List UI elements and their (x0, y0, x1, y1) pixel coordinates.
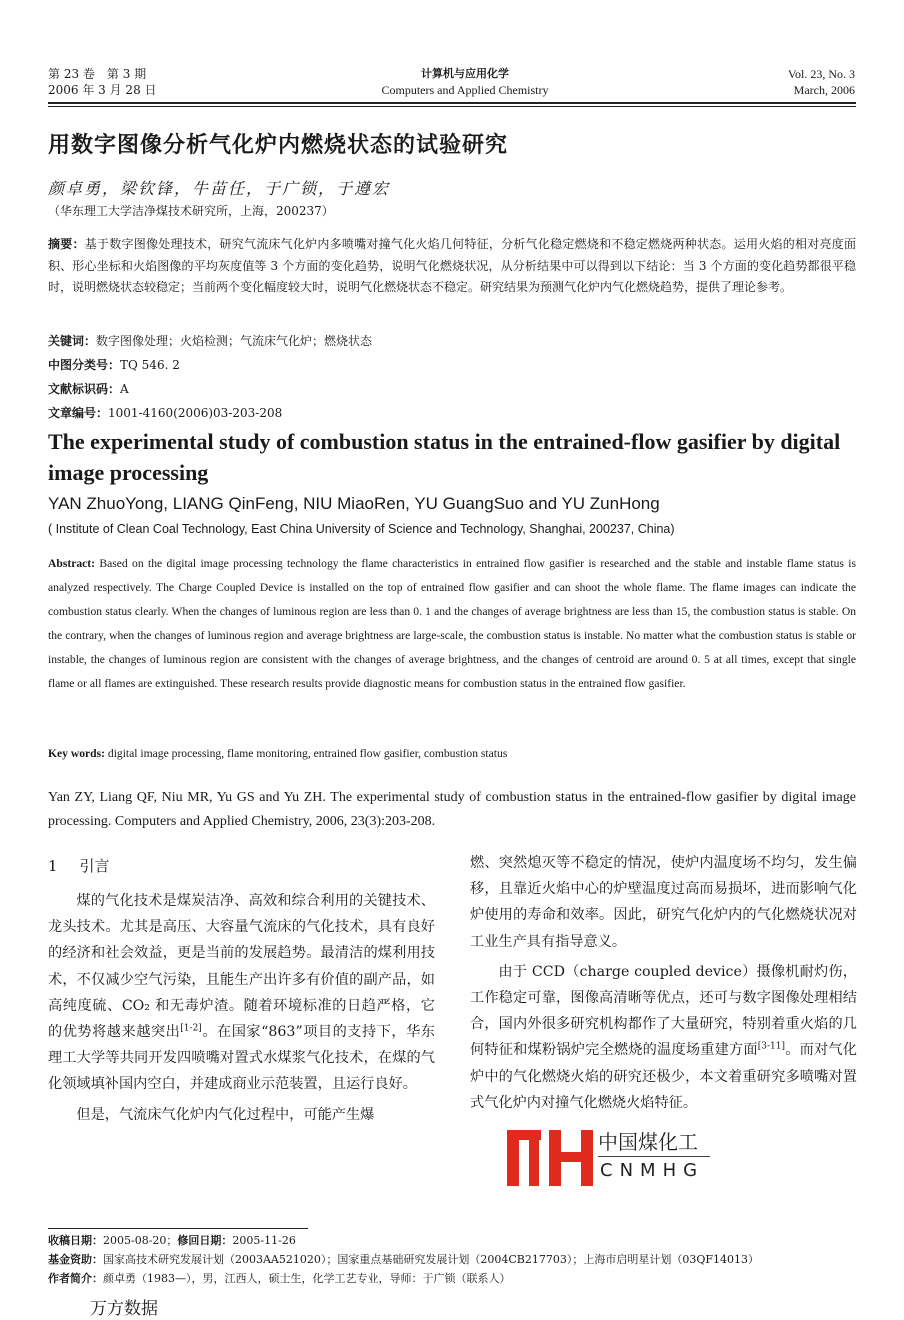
clc-label: 中图分类号： (48, 358, 121, 372)
volume-en: Vol. 23, No. 3 (787, 67, 855, 81)
fund-label: 基金资助： (48, 1253, 103, 1266)
paragraph-text: 燃、突然熄灭等不稳定的情况，使炉内温度场不均匀，发生偏移，且靠近火焰中心的炉壁温度过高而易损坏，进而影响气化炉使用的寿命和效率。因此，研究气化炉内的气化燃烧状况对工业生产具有指导意义。 (470, 855, 857, 950)
affiliation-cn: （华东理工大学洁净煤技术研究所，上海，200237） (48, 204, 334, 218)
keywords-en (48, 747, 856, 760)
paragraph-text-cont: 。在国家“863”项目的支持下，华东理工大学等共同开发四喷嘴对置式水煤浆气化技术，在煤的气化领域填补国内空白，并建成商业示范装置，且运行良好。 (48, 1024, 435, 1093)
journal-issue-en (700, 66, 855, 98)
paragraph (48, 1102, 435, 1128)
abstract-cn (48, 234, 856, 299)
article-number (48, 405, 282, 421)
revised-label: 修回日期： (177, 1234, 233, 1247)
reference-mark: [1-2] (180, 1023, 202, 1034)
keywords-en-label: Key words: (48, 747, 105, 760)
paragraph (470, 850, 857, 955)
journal-name-en: Computers and Applied Chemistry (381, 83, 549, 97)
issue-volume: 第 23 卷 第 3 期 (48, 67, 147, 81)
document-code (48, 381, 129, 397)
abstract-en (48, 552, 856, 697)
section-title: 引言 (79, 857, 110, 875)
keywords-cn (48, 333, 372, 349)
paragraph-text: 但是，气流床气化炉内气化过程中，可能产生爆 (76, 1106, 375, 1123)
logo-text-en: CNMHG (600, 1160, 705, 1181)
keywords-cn-text: 数字图像处理；火焰检测；气流床气化炉；燃烧状态 (96, 334, 373, 348)
footnote-dates: 收稿日期：2005-08-20；修回日期：2005-11-26 (48, 1234, 296, 1247)
authors-en: YAN ZhuoYong, LIANG QinFeng, NIU MiaoRen, YU GuangSuo and YU ZunHong (48, 494, 660, 513)
citation: Yan ZY, Liang QF, Niu MR, Yu GS and Yu ZH. The experimental study of combustion status in the entrained-flow gasifier by digital image processing. Computers and Applied Chemistry, 2006, 23(3):203-208. (48, 790, 856, 829)
authors-cn: 颜卓勇，梁钦锋，牛苗任，于广锁，于遵宏 (48, 179, 391, 198)
paper-title-cn: 用数字图像分析气化炉内燃烧状态的试验研究 (48, 133, 509, 158)
journal-name (330, 66, 600, 98)
cnmhg-logo-mark (505, 1124, 595, 1190)
paragraph (470, 959, 857, 1116)
revised-date: 2005-11-26 (232, 1234, 296, 1247)
abstract-cn-label: 摘要： (48, 237, 85, 251)
journal-issue (48, 66, 157, 98)
issue-date: 2006 年 3 月 28 日 (48, 83, 157, 97)
logo-divider (598, 1156, 710, 1157)
body-left-column (48, 888, 435, 1128)
footnote-rule (48, 1228, 308, 1229)
doc-code-label: 文献标识码： (48, 382, 121, 396)
section-heading (48, 855, 110, 876)
clc-text: TQ 546. 2 (120, 358, 180, 372)
abstract-en-label: Abstract: (48, 557, 96, 570)
received-label: 收稿日期： (48, 1234, 103, 1247)
paragraph-text: 由于 CCD（charge coupled device）摄像机耐灼伤，工作稳定可靠，图像高清晰等优点，还可与数字图像处理相结合，国内外很多研究机构都作了大量研究，特别着重火焰的几何特征和煤粉锅炉完全燃烧的温度场重建方面 (470, 963, 857, 1059)
wanfang-watermark: 万方数据 (90, 1299, 158, 1319)
doc-code-text: A (120, 382, 129, 396)
header-rule (48, 102, 856, 104)
article-no-label: 文章编号： (48, 406, 109, 420)
footnote-fund (48, 1253, 856, 1267)
article-no-text: 1001-4160(2006)03-203-208 (108, 406, 283, 420)
footnote-author (48, 1272, 856, 1286)
affiliation-en: ( Institute of Clean Coal Technology, East China University of Science and Technology, Shanghai, 200237, China) (48, 522, 675, 536)
abstract-en-text: Based on the digital image processing technology the flame characteristics in entrained flow gasifier is researched and the stable and instable flame status is analyzed respectively. The Charge Coupled Device is installed on the top of entrained flow gasifier and can shoot the whole flame. The flame images can indicate the combustion status clearly. When the changes of luminous region are less than 0. 1 and the changes of average brightness are less than 15, the combustion status is stable. On the contrary, when the changes of luminous region and average brightness are large-scale, the combustion status is instable. No matter what the combustion status is stable or instable, the changes of luminous region are consistent with the changes of average brightness, and the changes of centroid are around 0. 5 at all times, except that single flame or all flames are extinguished. These research results provide diagnostic means for combustion status in the entrained flow gasifier. (48, 557, 856, 691)
logo-text-cn: 中国煤化工 (598, 1130, 698, 1154)
paper-title-en: The experimental study of combustion status in the entrained-flow gasifier by digital image processing (48, 429, 841, 485)
fund-text: 国家高技术研究发展计划（2003AA521020）；国家重点基础研究发展计划（2004CB217703）；上海市启明星计划（03QF14013） (103, 1253, 759, 1266)
body-right-column (470, 850, 857, 1116)
abstract-cn-text: 基于数字图像处理技术，研究气流床气化炉内多喷嘴对撞气化火焰几何特征，分析气化稳定燃烧和不稳定燃烧两种状态。运用火焰的相对亮度面积、形心坐标和火焰图像的平均灰度值等 3 个方面的变化趋势，说明气化燃烧状况，从分析结果中可以得到以下结论：当 3 个方面的变化趋势都很平稳时，说明燃烧状态较稳定；当前两个变化幅度较大时，说明气化燃烧状态不稳定。研究结果为预测气化炉内气化燃烧趋势，提供了理论参考。 (48, 237, 856, 295)
keywords-en-text: digital image processing, flame monitoring, entrained flow gasifier, combustion status (105, 747, 508, 760)
journal-name-cn: 计算机与应用化学 (421, 67, 509, 80)
keywords-cn-label: 关键词： (48, 334, 97, 348)
date-en: March, 2006 (793, 83, 855, 97)
reference-mark: [3-11] (757, 1041, 786, 1052)
section-number: 1 (48, 857, 58, 875)
author-label: 作者简介： (48, 1272, 103, 1285)
author-text: 颜卓勇（1983—），男，江西人，硕士生，化学工艺专业，导师：于广锁（联系人） (103, 1272, 511, 1285)
paragraph-text: 煤的气化技术是煤炭洁净、高效和综合利用的关键技术、龙头技术。尤其是高压、大容量气流床的气化技术，具有良好的经济和社会效益，更是当前的发展趋势。最清洁的煤利用技术，不仅减少空气污染，且能生产出许多有价值的副产品，如高纯度硫、CO₂ 和无毒炉渣。随着环境标准的日趋严格，它的优势将越来越突出 (48, 893, 435, 1041)
paragraph-text-cont: 。而对气化炉中的气化燃烧火焰的研究还极少，本文着重研究多喷嘴对置式气化炉内对撞气化燃烧火焰特征。 (470, 1042, 857, 1111)
header-rule-thin (48, 106, 856, 107)
paragraph (48, 888, 435, 1098)
received-date: 2005-08-20 (103, 1234, 167, 1247)
clc-number (48, 357, 180, 373)
